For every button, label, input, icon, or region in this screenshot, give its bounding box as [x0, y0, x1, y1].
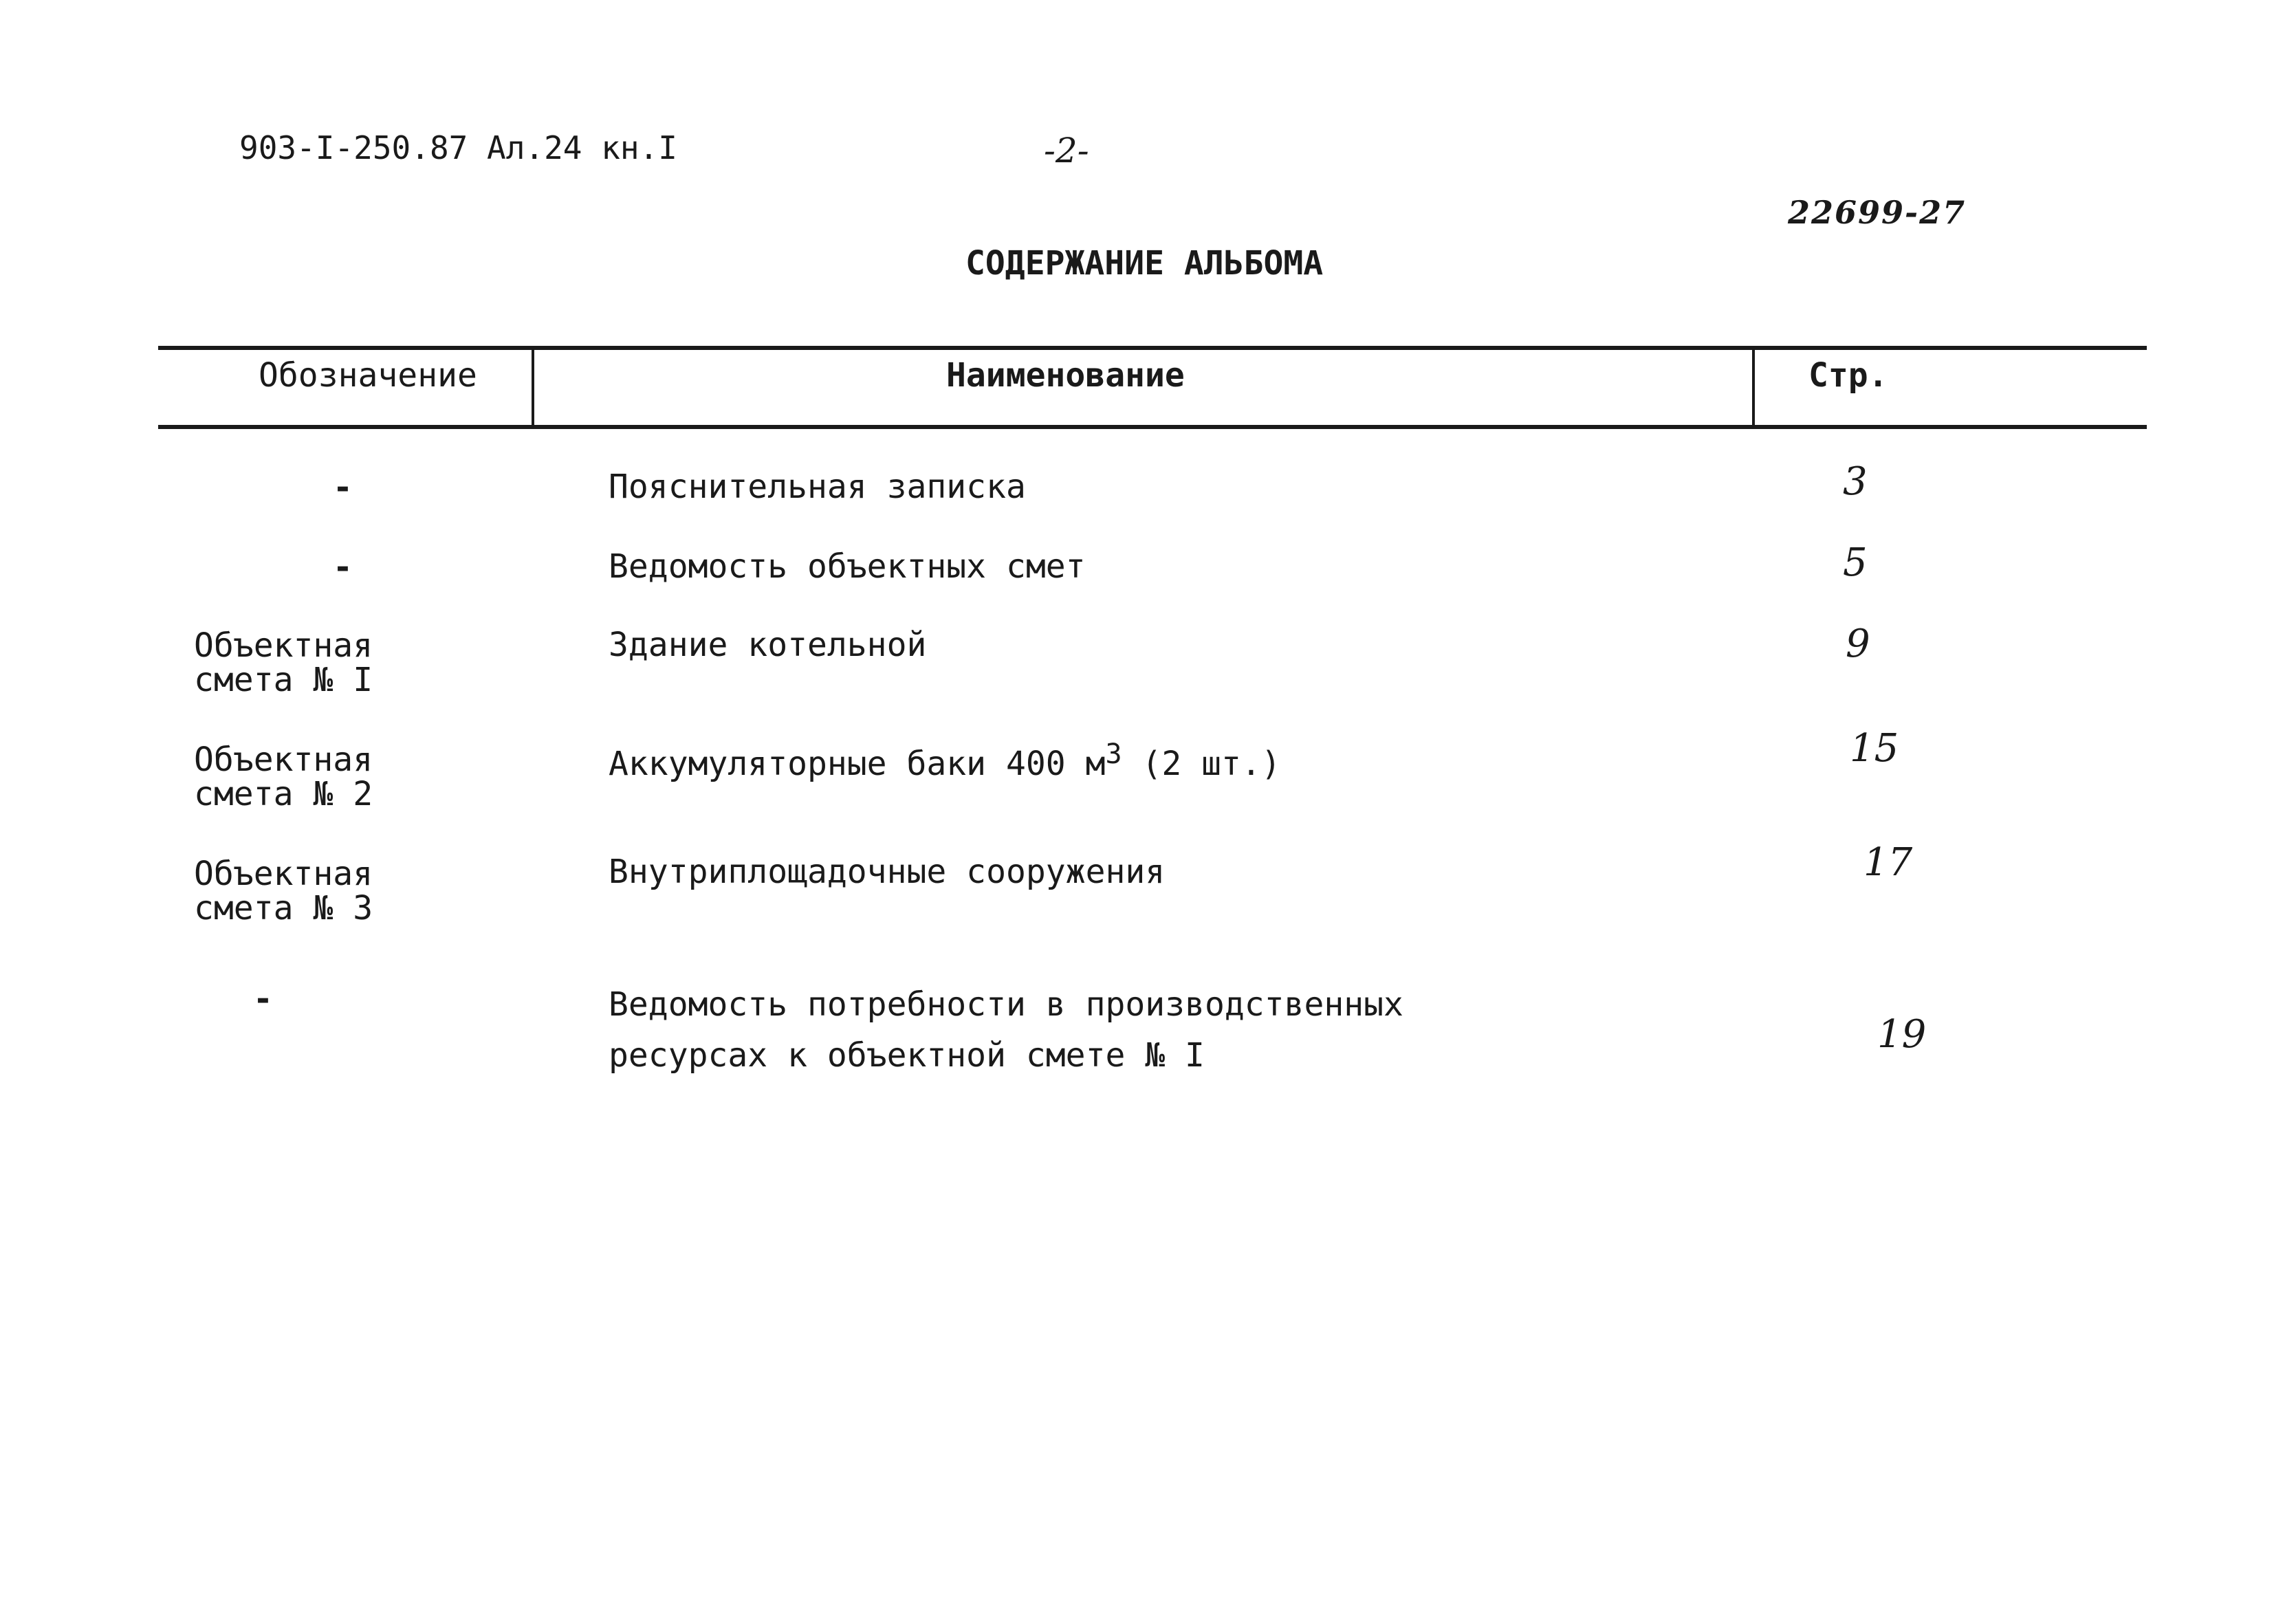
- row-designation: -: [253, 980, 273, 1018]
- row-page: 15: [1850, 726, 1899, 771]
- document-code: 903-I-250.87 Ал.24 кн.I: [239, 129, 677, 166]
- row-designation: Объектная смета № 2: [194, 740, 373, 813]
- row-name: [609, 738, 1281, 783]
- row-name: Пояснительная записка: [609, 468, 1026, 506]
- column-header-name: Наименование: [946, 356, 1185, 395]
- table-header-bottom-rule: [158, 425, 2147, 429]
- row-designation: Объектная смета № 3: [194, 855, 373, 928]
- column-divider: [532, 346, 534, 428]
- row-page: 17: [1863, 840, 1913, 885]
- row-page: 9: [1846, 622, 1870, 666]
- row-name-line-2: ресурсах к объектной смете № I: [609, 1036, 1205, 1075]
- column-header-designation: Обозначение: [259, 356, 477, 395]
- row-name: Здание котельной: [609, 626, 927, 664]
- archive-stamp-number: 22699-27: [1788, 194, 1967, 231]
- page-title: СОДЕРЖАНИЕ АЛЬБОМА: [965, 244, 1324, 283]
- row-designation: -: [333, 548, 353, 586]
- row-name: [609, 979, 1403, 1081]
- row-page: 3: [1843, 459, 1868, 504]
- row-name: Ведомость объектных смет: [609, 547, 1086, 586]
- row-page: 19: [1877, 1012, 1927, 1057]
- row-name-tail: (2 шт.): [1122, 745, 1281, 783]
- row-name-line-1: Ведомость потребности в производственных: [609, 985, 1403, 1024]
- column-header-page: Стр.: [1808, 356, 1888, 395]
- row-designation: Объектная смета № I: [194, 626, 373, 699]
- column-divider: [1752, 346, 1755, 428]
- table-top-rule: [158, 346, 2147, 350]
- row-name: Внутриплощадочные сооружения: [609, 853, 1166, 891]
- page-number: -2-: [1044, 131, 1089, 171]
- row-page: 5: [1843, 540, 1868, 585]
- row-name-text: Аккумуляторные баки 400 м: [609, 745, 1106, 783]
- row-name-superscript: 3: [1105, 738, 1122, 770]
- row-designation: -: [333, 468, 353, 507]
